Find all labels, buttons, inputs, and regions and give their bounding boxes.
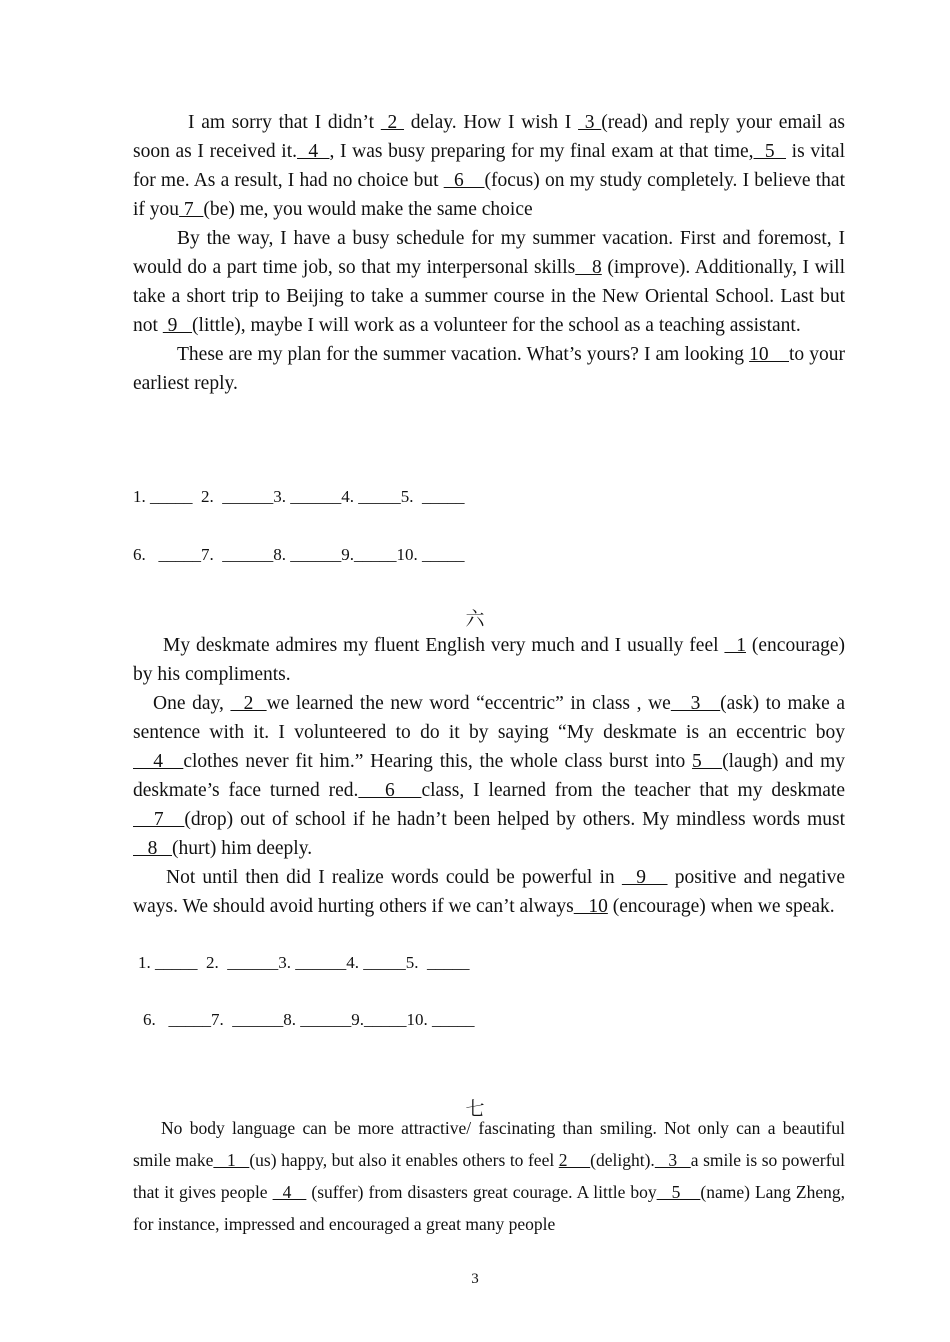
blank-5[interactable]: 5 xyxy=(656,1182,701,1202)
passage-2 xyxy=(133,631,845,921)
blank-6[interactable]: 6 xyxy=(358,780,422,801)
blank-7[interactable]: 7 xyxy=(179,199,204,220)
blank-2[interactable]: 2 xyxy=(380,112,405,133)
blank-10[interactable]: 10 xyxy=(749,344,789,365)
passage-1-paragraph-2: By the way, I have a busy schedule for my summer vacation. First and foremost, I would do a part time job, so that my interpersonal skills 8 (improve). Additionally, I will take a short trip to Beijing to take a summer course in the New Oriental School. Last but not 9 (little), maybe I will work as a volunteer for the school as a teaching assistant. xyxy=(133,228,845,336)
section-heading-7: 七 xyxy=(465,1098,485,1120)
blank-2[interactable]: 2 xyxy=(230,693,267,714)
passage-1 xyxy=(133,108,845,398)
blank-3[interactable]: 3 xyxy=(670,693,721,714)
blank-3[interactable]: 3 xyxy=(654,1150,691,1170)
blank-4[interactable]: 4 xyxy=(272,1182,307,1202)
answer-line-1[interactable]: 1. _____ 2. ______3. ______4. _____5. _____ xyxy=(138,953,470,972)
blank-10[interactable]: 10 xyxy=(573,896,608,917)
blank-2[interactable]: 2 xyxy=(558,1150,591,1170)
blank-9[interactable]: 9 xyxy=(621,867,668,888)
blank-6[interactable]: 6 xyxy=(443,170,485,191)
answer-line-2[interactable]: 6. _____7. ______8. ______9._____10. _____ xyxy=(133,545,465,564)
blank-3[interactable]: 3 xyxy=(578,112,602,133)
passage-2-paragraph-1: My deskmate admires my fluent English very much and I usually feel 1 (encourage) by his compliments. xyxy=(133,635,846,685)
blank-5[interactable]: 5 xyxy=(692,751,723,772)
passage-3 xyxy=(133,1112,845,1240)
passage-3-paragraph-1: No body language can be more attractive/ fascinating than smiling. Not only can a beautiful smile make 1 (us) happy, but also it enables others to feel 2 (delight). 3 a smile is so powerful that it gives people 4 (suffer) from disasters great courage. A little boy 5 (name) Lang Zheng, for instance, impressed and encouraged a great many people xyxy=(133,1118,846,1234)
blank-1[interactable]: 1 xyxy=(213,1150,250,1170)
answer-line-1[interactable]: 1. _____ 2. ______3. ______4. _____5. _____ xyxy=(133,487,465,506)
blank-4[interactable]: 4 xyxy=(297,141,330,162)
blank-8[interactable]: 8 xyxy=(575,257,602,278)
section-heading-6: 六 xyxy=(465,608,485,630)
answer-line-2[interactable]: 6. _____7. ______8. ______9._____10. _____ xyxy=(143,1010,475,1029)
passage-2-paragraph-2: One day, 2 we learned the new word “eccentric” in class , we 3 (ask) to make a sentence with it. I volunteered to do it by saying “My deskmate is an eccentric boy 4 clothes never fit him.” Hearing this, the whole class burst into 5 (laugh) and my deskmate’s face turned red. 6 class, I learned from the teacher that my deskmate 7 (drop) out of school if he hadn’t been helped by others. My mindless words must 8 (hurt) him deeply. xyxy=(133,693,846,859)
blank-5[interactable]: 5 xyxy=(753,141,786,162)
blank-1[interactable]: 1 xyxy=(724,635,746,656)
passage-1-paragraph-3: These are my plan for the summer vacation. What’s yours? I am looking 10 to your earliest reply. xyxy=(133,344,846,394)
page-number: 3 xyxy=(471,1271,479,1287)
passage-1-paragraph-1: I am sorry that I didn’t 2 delay. How I wish I 3 (read) and reply your email as soon as I received it. 4 , I was busy preparing for my final exam at that time, 5 is vital for me. As a result, I had no choice but 6 (focus) on my study completely. I believe that if you 7 (be) me, you would make the same choice xyxy=(133,112,846,220)
blank-7[interactable]: 7 xyxy=(133,809,185,830)
blank-8[interactable]: 8 xyxy=(133,838,172,859)
blank-4[interactable]: 4 xyxy=(133,751,184,772)
passage-2-paragraph-3: Not until then did I realize words could be powerful in 9 positive and negative ways. We should avoid hurting others if we can’t always 10 (encourage) when we speak. xyxy=(133,867,846,917)
blank-9[interactable]: 9 xyxy=(162,315,193,336)
